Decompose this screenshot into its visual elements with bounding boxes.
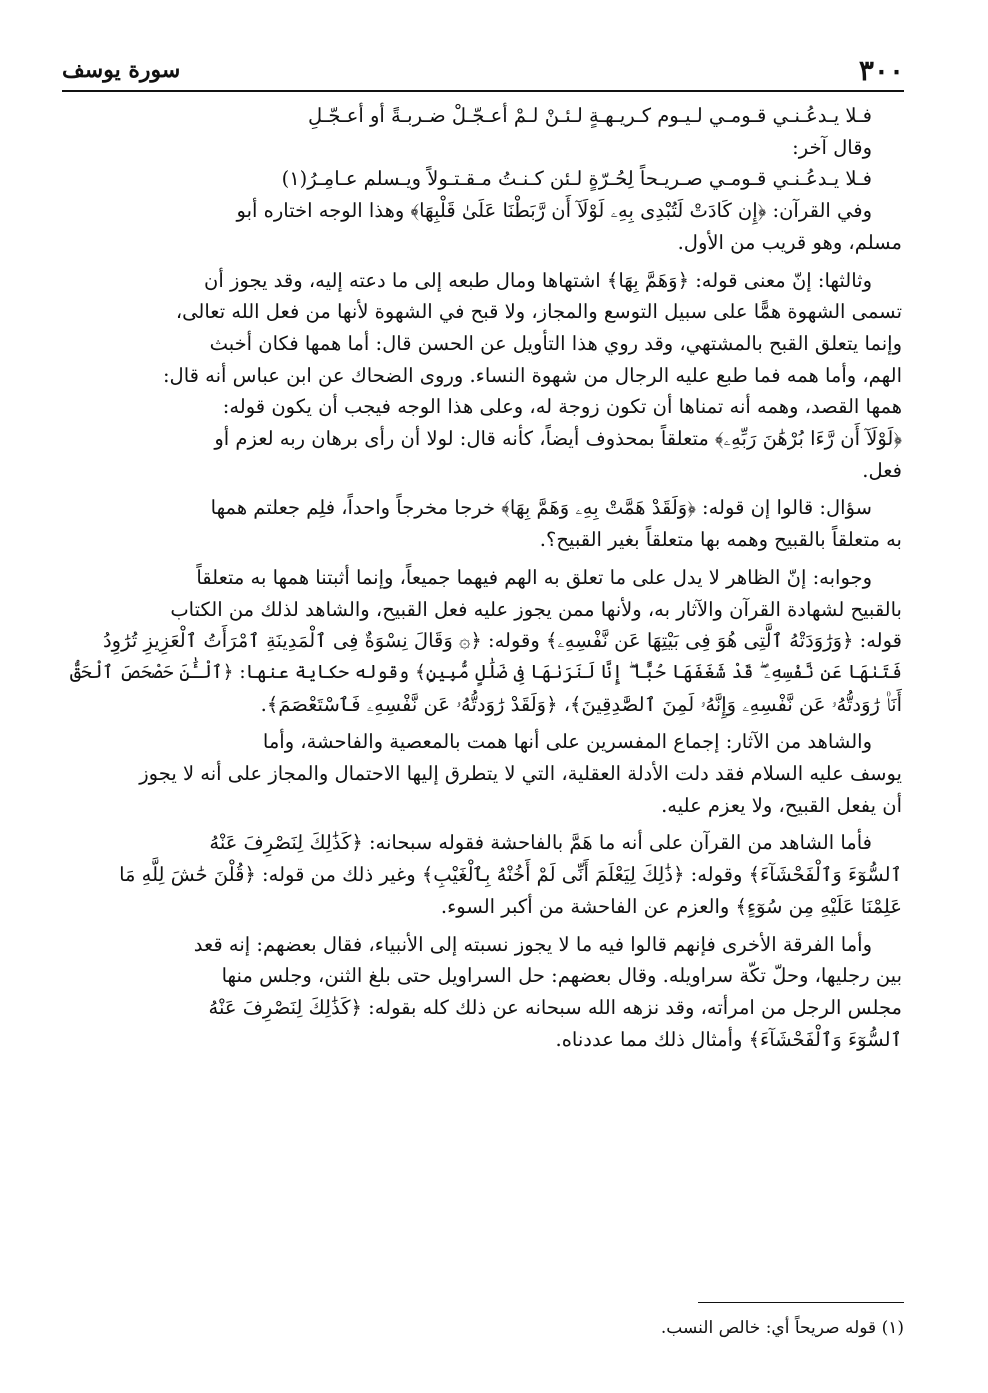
footnote: (١) قوله صريحاً أي: خالص النسب. bbox=[660, 1318, 904, 1338]
text-line: فعل. bbox=[862, 458, 902, 482]
poetry-verse-2: فـلا يـدعُـنـي قـومـي صـريـحاً لِحُـرّةٍ لـئن كـنـتُ مـقـتـولاً ويـسلم عـامِـرُ(١) bbox=[281, 167, 872, 191]
poetry-intro: وقال آخر: bbox=[792, 135, 872, 159]
page-header bbox=[62, 50, 904, 92]
text-line: عَلِمْنَا عَلَيْهِ مِن سُوٓءٍ﴾ والعزم عن الفاحشة من أكبر السوء. bbox=[440, 894, 902, 918]
text-line: فأما الشاهد من القرآن على أنه ما هَمَّ بالفاحشة فقوله سبحانه: ﴿كَذَٰلِكَ لِنَصْرِفَ عَنْهُ bbox=[209, 831, 872, 855]
text-line: أن يفعل القبيح، ولا يعزم عليه. bbox=[661, 793, 902, 817]
text-line: قوله: ﴿وَرَٰوَدَتْهُ ٱلَّتِى هُوَ فِى بَيْتِهَا عَن نَّفْسِهِۦ﴾ وقوله: ﴿۞ وَقَالَ نِسْوَةٌ فِى ٱلْمَدِينَةِ ٱمْرَأَتُ ٱلْعَزِيزِ تُرَٰوِدُ bbox=[102, 629, 902, 653]
poetry-verse-1: فـلا يـدعُـنـي قـومـي لـيـوم كـريـهـةٍ لـئـنْ لـمْ أعـجّـلْ ضـربـةً أو أعـجّـلِ bbox=[307, 104, 872, 127]
text-line: أَنَا۠ رَٰوَدتُّهُۥ عَن نَّفْسِهِۦ وَإِنَّهُۥ لَمِنَ ٱلصَّٰدِقِينَ﴾، ﴿وَلَقَدْ رَٰوَدتُّهُۥ عَن نَّفْسِهِۦ فَٱسْتَعْصَمَ﴾. bbox=[260, 692, 902, 716]
text-line: وإنما يتعلق القبح بالمشتهي، وقد روي هذا التأويل عن الحسن قال: أما همها فكان أخبث bbox=[209, 331, 902, 355]
text-line: بين رجليها، وحلّ تكّة سراويله. وقال بعضهم: حل السراويل حتى بلغ الثنن، وجلس منها bbox=[221, 964, 902, 988]
text-line: وفي القرآن: ﴿إِن كَادَتْ لَتُبْدِى بِهِۦ لَوْلَآ أَن رَّبَطْنَا عَلَىٰ قَلْبِهَا﴾ وهذا الوجه اختاره أبو bbox=[236, 199, 872, 223]
text-line: يوسف عليه السلام فقد دلت الأدلة العقلية، التي لا يتطرق إليها الاحتمال والمجاز على أنه لا يجوز bbox=[139, 762, 902, 786]
text-line: ٱلسُّوٓءَ وَٱلْفَحْشَآءَ﴾ وقوله: ﴿ذَٰلِكَ لِيَعْلَمَ أَنِّى لَمْ أَخُنْهُ بِٱلْغَيْبِ﴾ وغير ذلك من قوله: ﴿قُلْنَ حَٰشَ لِلَّهِ مَا bbox=[119, 863, 902, 887]
text-line: مجلس الرجل من امرأته، وقد نزهه الله سبحانه عن ذلك كله بقوله: ﴿كَذَٰلِكَ لِنَصْرِفَ عَنْهُ bbox=[208, 995, 902, 1019]
surah-title: سورة يوسف bbox=[62, 57, 181, 83]
text-line: وجوابه: إنّ الظاهر لا يدل على ما تعلق به الهم فيهما جميعاً، وإنما أثبتنا همها به متعلقاً bbox=[196, 565, 872, 589]
text-line: همها القصد، وهمه أنه تمناها أن تكون زوجة له، وعلى هذا الوجه فيجب أن يكون قوله: bbox=[222, 395, 902, 419]
text-line: ٱلسُّوٓءَ وَٱلْفَحْشَآءَ﴾ وأمثال ذلك مما عددناه. bbox=[555, 1027, 902, 1051]
text-line: سؤال: قالوا إن قوله: ﴿وَلَقَدْ هَمَّتْ بِهِۦ وَهَمَّ بِهَا﴾ خرجا مخرجاً واحداً، فلِم جعلتم همها bbox=[210, 496, 872, 520]
text-line: وأما الفرقة الأخرى فإنهم قالوا فيه ما لا يجوز نسبته إلى الأنبياء، فقال بعضهم: إنه قعد bbox=[193, 932, 872, 956]
text-line: تسمى الشهوة همًّا على سبيل التوسع والمجاز، ولا قبح في الشهوة لأنها من فعل الله تعالى، bbox=[175, 300, 902, 324]
text-line: به متعلقاً بالقبيح وهمه بها متعلقاً بغير القبيح؟. bbox=[539, 528, 902, 552]
text-line: بالقبيح لشهادة القرآن والآثار به، ولأنها ممن يجوز عليه فعل القبيح، والشاهد لذلك من الكتاب bbox=[170, 597, 902, 621]
text-line: الهم، وأما همه فما طبع عليه الرجال من شهوة النساء. وروى الضحاك عن ابن عباس أنه قال: bbox=[162, 363, 902, 387]
page-body bbox=[64, 100, 902, 1055]
text-line: مسلم، وهو قريب من الأول. bbox=[677, 230, 902, 254]
text-line: فَتَىٰهَا عَن نَّفْسِهِۦ ۖ قَدْ شَغَفَهَا حُبًّا ۖ إِنَّا لَنَرَىٰهَا فِى ضَلَٰلٍ مُّبِينٍ﴾ وقوله حكاية عنها: ﴿ٱلْـَٰٔنَ حَصْحَصَ ٱلْحَقُّ bbox=[69, 661, 902, 683]
text-line: ﴿لَوْلَآ أَن رَّءَا بُرْهَٰنَ رَبِّهِۦ﴾ متعلقاً بمحذوف أيضاً، كأنه قال: لولا أن رأى برهان ربه لعزم أو bbox=[214, 427, 902, 451]
footnote-separator bbox=[698, 1302, 904, 1303]
text-line: والشاهد من الآثار: إجماع المفسرين على أنها همت بالمعصية والفاحشة، وأما bbox=[262, 730, 872, 754]
page-number: ٣٠٠ bbox=[858, 53, 904, 87]
text-line: وثالثها: إنّ معنى قوله: ﴿وَهَمَّ بِهَا﴾ اشتهاها ومال طبعه إلى ما دعته إليه، وقد يجوز أن bbox=[204, 268, 872, 292]
